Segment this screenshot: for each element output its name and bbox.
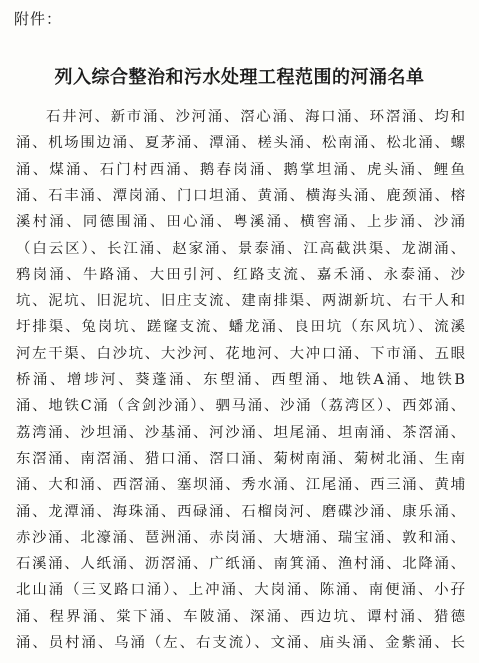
body-line: 北山涌（三叉路口涌）、上冲涌、大岗涌、陈涌、南便涌、小孖 bbox=[16, 582, 465, 599]
body-line: 涌、大和涌、西滘涌、塞坝涌、秀水涌、江尾涌、西三涌、黄埔 bbox=[16, 477, 465, 494]
body-line: 涌、石丰涌、潭岗涌、门口坦涌、黄涌、横海头涌、鹿颈涌、榕 bbox=[16, 187, 465, 204]
body-line: 鸦岗涌、牛路涌、大田引河、红路支流、嘉禾涌、永泰涌、沙 bbox=[16, 266, 465, 283]
body-line: 河左干渠、白沙坑、大沙河、花地河、大冲口涌、下市涌、五眼 bbox=[16, 345, 465, 362]
body-line: 涌、机场围边涌、夏茅涌、潭涌、槎头涌、松南涌、松北涌、螺 bbox=[16, 135, 465, 152]
body-line: 赤沙涌、北濠涌、琶洲涌、赤岗涌、大塘涌、瑞宝涌、敦和涌、 bbox=[16, 529, 465, 546]
body-line: 石溪涌、人纸涌、沥滘涌、广纸涌、南箕涌、渔村涌、北降涌、 bbox=[16, 556, 465, 573]
body-line: 涌、煤涌、石门村西涌、鹅春岗涌、鹅掌坦涌、虎头涌、鲤鱼 bbox=[16, 161, 465, 178]
body-line: 涌、地铁C涌（含剑沙涌）、驷马涌、沙涌（荔湾区）、西郊涌、 bbox=[16, 398, 465, 415]
body-line: 石井河、新市涌、沙河涌、滘心涌、海口涌、环滘涌、均和 bbox=[46, 109, 465, 125]
body-line: 溪村涌、同德围涌、田心涌、粤溪涌、横窖涌、上步涌、沙涌 bbox=[16, 214, 465, 231]
body-line: 圩排渠、兔岗坑、蹉窿支流、蟠龙涌、良田坑（东风坑）、流溪 bbox=[16, 319, 465, 336]
body-line: 东滘涌、南滘涌、猎口涌、滘口涌、菊树南涌、菊树北涌、生南 bbox=[16, 450, 465, 467]
body-line: 涌、程界涌、棠下涌、车陂涌、深涌、西边坑、谭村涌、猎德 bbox=[16, 608, 465, 625]
body-line: 荔湾涌、沙坦涌、沙基涌、河沙涌、坦尾涌、坦南涌、茶滘涌、 bbox=[16, 424, 465, 441]
body-line: （白云区）、长江涌、赵家涌、景泰涌、江高截洪渠、龙湖涌、 bbox=[16, 240, 465, 257]
attachment-label: 附件： bbox=[14, 10, 63, 28]
body-line: 桥涌、增埗河、葵蓬涌、东塱涌、西塱涌、地铁A涌、地铁B bbox=[16, 372, 465, 388]
body-line: 坑、泥坑、旧泥坑、旧庄支流、建南排渠、两湖新坑、右干人和 bbox=[16, 293, 465, 310]
body-line: 涌、龙潭涌、海珠涌、西碌涌、石榴岗河、磨碟沙涌、康乐涌、 bbox=[16, 503, 465, 520]
body-line: 涌、员村涌、乌涌（左、右支流）、文涌、庙头涌、金紫涌、长 bbox=[16, 635, 465, 651]
document-title: 列入综合整治和污水处理工程范围的河涌名单 bbox=[54, 67, 425, 88]
